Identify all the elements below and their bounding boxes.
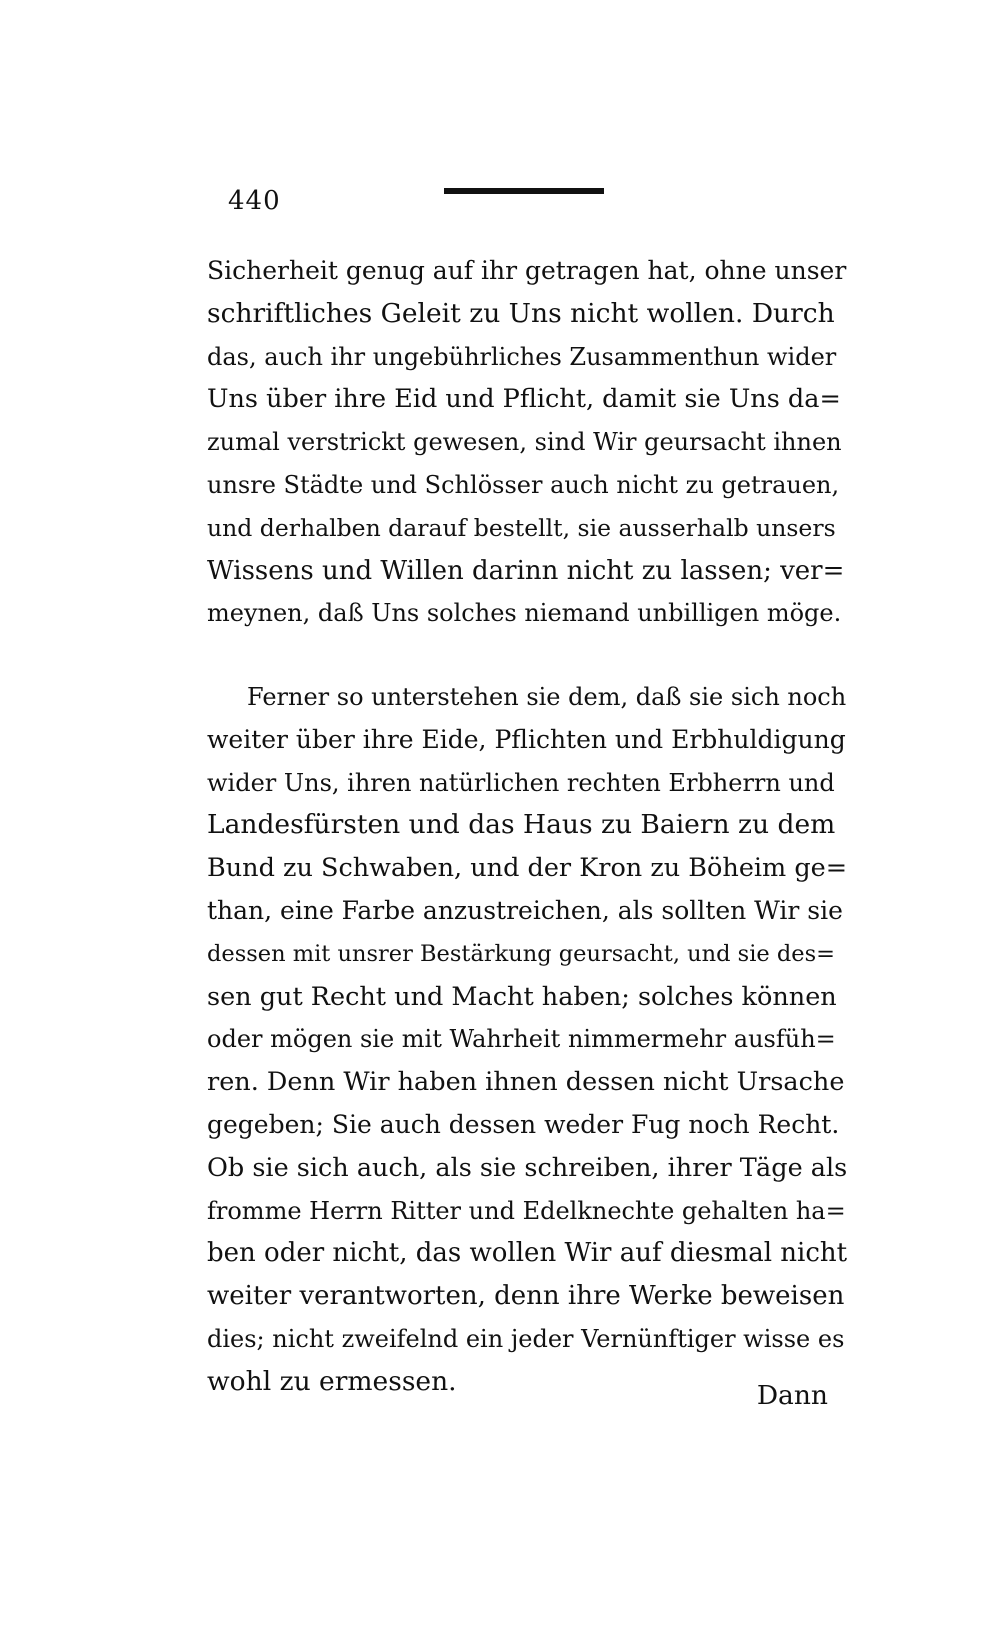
text-line: ren. Denn Wir haben ihnen dessen nicht Ursache [207,1067,845,1098]
text-line: wider Uns, ihren natürlichen rechten Erbherrn und [207,768,835,797]
text-line: schriftliches Geleit zu Uns nicht wollen. Durch [207,297,835,329]
text-line: sen gut Recht und Macht haben; solches können [207,981,837,1012]
text-line: Landesfürsten und das Haus zu Baiern zu dem [207,809,836,841]
paragraph-1 [207,250,847,635]
page-number: 440 [228,186,281,216]
text-line: than, eine Farbe anzustreichen, als sollten Wir sie [207,895,843,925]
text-line: unsre Städte und Schlösser auch nicht zu getrauen, [207,470,840,499]
text-line: das, auch ihr ungebührliches Zusammenthun wider [207,342,837,371]
text-line: weiter verantworten, denn ihre Werke beweisen [207,1281,845,1312]
text-line: meynen, daß Uns solches niemand unbilligen möge. [207,599,842,628]
text-line: Uns über ihre Eid und Pflicht, damit sie Uns da= [207,384,841,415]
text-line: gegeben; Sie auch dessen weder Fug noch Recht. [207,1109,840,1139]
text-line: fromme Herrn Ritter und Edelknechte gehalten ha= [207,1196,846,1225]
text-line: oder mögen sie mit Wahrheit nimmermehr ausfüh= [207,1025,836,1054]
text-line: wohl zu ermessen. [207,1365,457,1397]
text-line: weiter über ihre Eide, Pflichten und Erbhuldigung [207,724,846,754]
text-line: Sicherheit genug auf ihr getragen hat, ohne unser [207,256,847,285]
paragraph-2 [207,676,847,1404]
text-line: Ob sie sich auch, als sie schreiben, ihrer Täge als [207,1152,848,1183]
text-line: und derhalben darauf bestellt, sie ausserhalb unsers [207,513,836,542]
catchword: Dann [756,1380,828,1411]
text-line: ben oder nicht, das wollen Wir auf diesmal nicht [207,1238,848,1269]
text-line: Wissens und Willen darinn nicht zu lassen; ver= [207,555,845,586]
text-line: Ferner so unterstehen sie dem, daß sie sich noch [247,683,847,711]
text-line: zumal verstrickt gewesen, sind Wir geursacht ihnen [207,428,842,457]
text-line: dessen mit unsrer Bestärkung geursacht, und sie des= [207,940,836,967]
text-line: dies; nicht zweifelnd ein jeder Vernünftiger wisse es [207,1324,845,1353]
text-line: Bund zu Schwaben, und der Kron zu Böheim ge= [207,853,848,884]
header-rule [444,188,604,194]
